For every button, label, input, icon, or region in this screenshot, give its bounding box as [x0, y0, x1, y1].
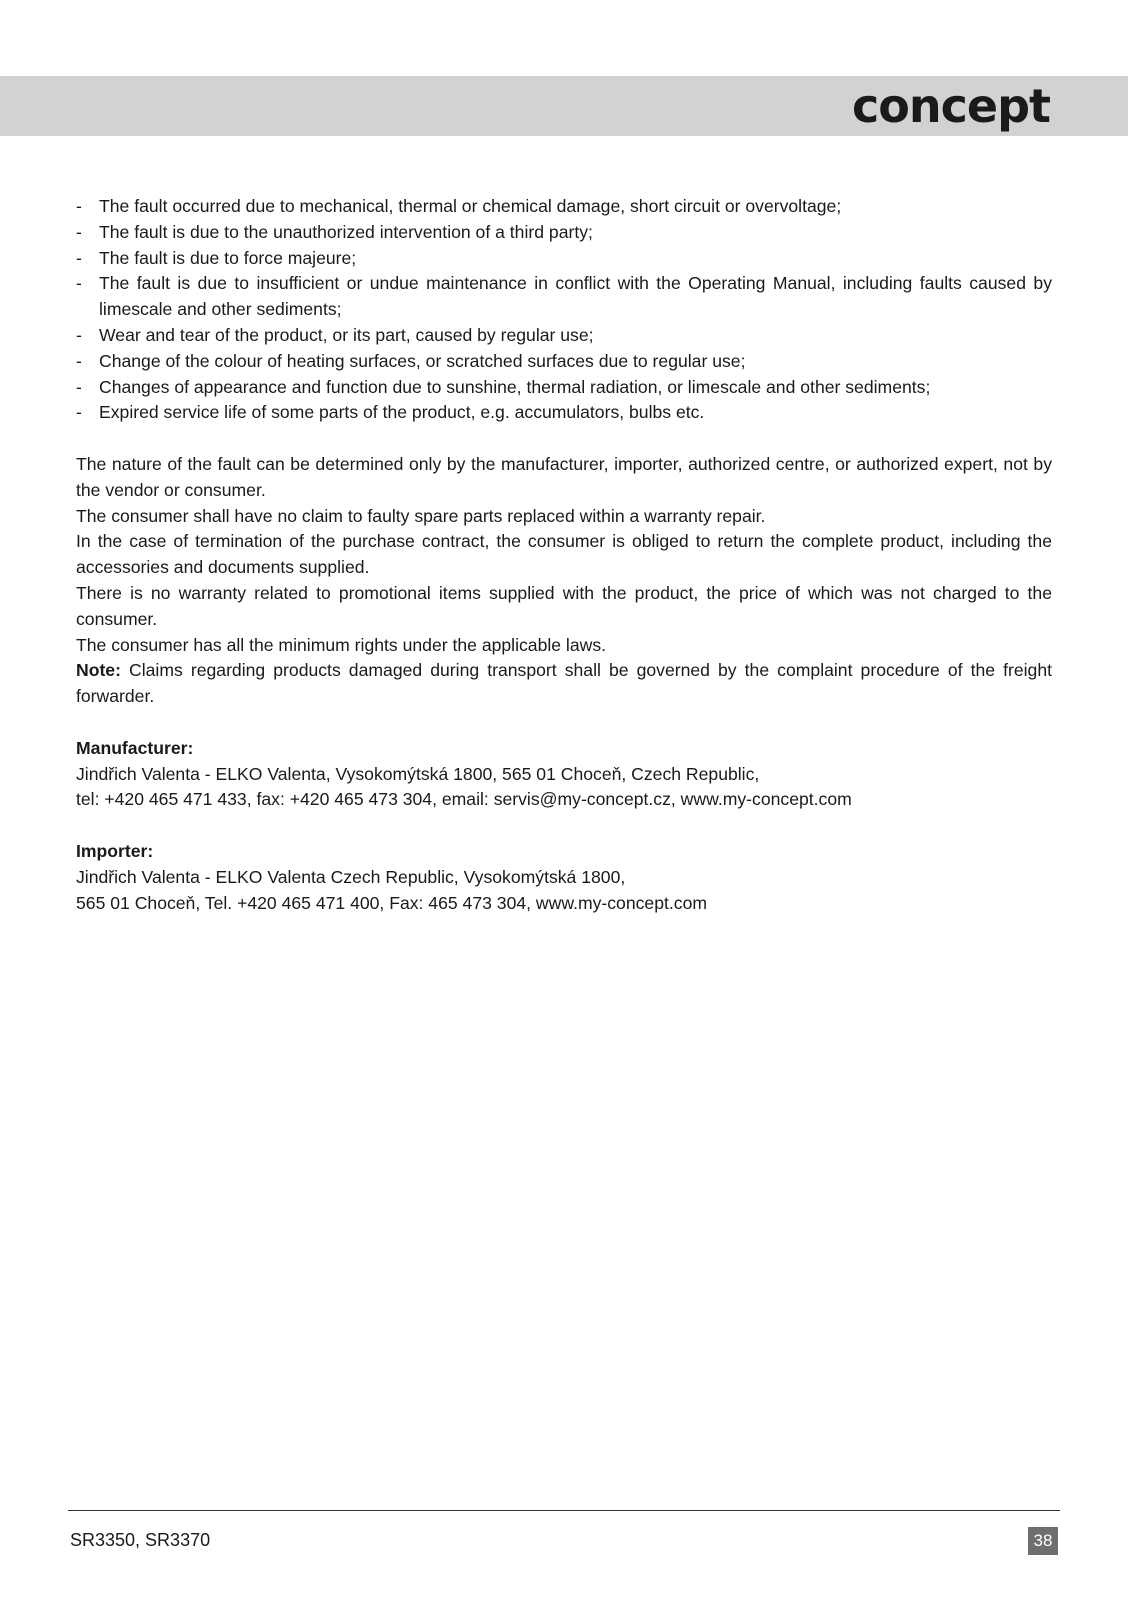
importer-section: [76, 839, 1052, 916]
list-item: - Change of the colour of heating surfaces, or scratched surfaces due to regular use;: [76, 349, 1052, 375]
list-item: - The fault is due to the unauthorized intervention of a third party;: [76, 220, 1052, 246]
manufacturer-heading: Manufacturer:: [76, 737, 194, 758]
list-item: - Expired service life of some parts of the product, e.g. accumulators, bulbs etc.: [76, 400, 1052, 426]
list-item: - The fault occurred due to mechanical, thermal or chemical damage, short circuit or overvoltage;: [76, 194, 1052, 220]
paragraph: The consumer shall have no claim to faulty spare parts replaced within a warranty repair.: [76, 505, 766, 526]
manufacturer-address: Jindřich Valenta - ELKO Valenta, Vysokomýtská 1800, 565 01 Choceň, Czech Republic,: [76, 763, 760, 784]
manufacturer-section: [76, 736, 1052, 813]
footer-divider: [68, 1510, 1060, 1511]
footer-model-numbers: SR3350, SR3370: [70, 1530, 211, 1550]
list-item: - Changes of appearance and function due to sunshine, thermal radiation, or limescale and other sediments;: [76, 375, 1052, 401]
note-text: Claims regarding products damaged during transport shall be governed by the complaint procedure of the freight forwarder.: [76, 660, 1052, 707]
paragraph: The consumer has all the minimum rights under the applicable laws.: [76, 634, 607, 655]
fault-exclusion-list: [76, 194, 1052, 426]
paragraph: In the case of termination of the purchase contract, the consumer is obliged to return the complete product, including the accessories and documents supplied.: [76, 531, 1052, 578]
importer-address: Jindřich Valenta - ELKO Valenta Czech Republic, Vysokomýtská 1800,: [76, 866, 626, 887]
importer-heading: Importer:: [76, 840, 154, 861]
list-item: - Wear and tear of the product, or its part, caused by regular use;: [76, 323, 1052, 349]
importer-contact: 565 01 Choceň, Tel. +420 465 471 400, Fax: 465 473 304, www.my-concept.com: [76, 892, 708, 913]
page-number: 38: [1028, 1527, 1058, 1555]
paragraph: The nature of the fault can be determined only by the manufacturer, importer, authorized centre, or authorized expert, not by the vendor or consumer.: [76, 453, 1052, 500]
page-content: [76, 194, 1052, 916]
warranty-terms: [76, 452, 1052, 710]
list-item: - The fault is due to insufficient or undue maintenance in conflict with the Operating Manual, including faults caused by limescale and other sediments;: [76, 271, 1052, 323]
note-paragraph: [76, 658, 1052, 710]
concept-logo: concept: [851, 79, 1050, 133]
manufacturer-contact: tel: +420 465 471 433, fax: +420 465 473 304, email: servis@my-concept.cz, www.my-concept.com: [76, 789, 852, 810]
list-item: - The fault is due to force majeure;: [76, 246, 1052, 272]
paragraph: There is no warranty related to promotional items supplied with the product, the price of which was not charged to the consumer.: [76, 582, 1052, 629]
note-label: Note:: [76, 660, 121, 681]
